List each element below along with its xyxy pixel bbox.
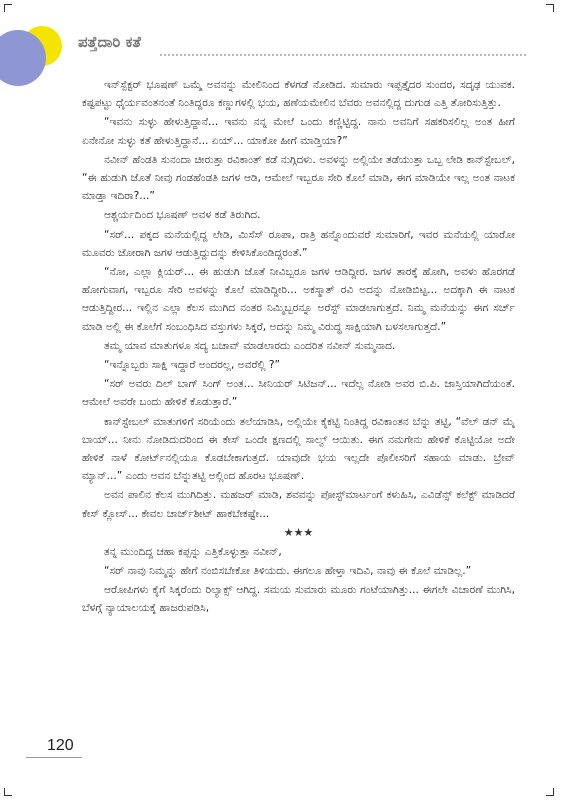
crop-mark-top-left xyxy=(4,4,5,12)
paragraph: ಅವನ ಪಾಲಿನ ಕೆಲಸ ಮುಗಿದಿತ್ತು. ಮಹಜರ್ ಮಾಡಿ, ಶವವನ್ನು ಪೋಸ್ಟ್‌ಮಾರ್ಟಂಗೆ ಕಳುಹಿಸಿ, ಎವಿಡೆನ್ಸ್ ಕಲೆಕ್ಟ್ ಮಾಡಿದರೆ ಕೇಸ್ ಕ್ಲೋಸ್... ಕೇವಲ ಚಾರ್ಜ್‌ಶೀಟ್ ಹಾಕಬೇಕಷ್ಟೇ... xyxy=(82,489,515,520)
section-separator: ★★★ xyxy=(283,525,314,539)
paragraph: ತನ್ನ ಮುಂದಿದ್ದ ಚಹಾ ಕಪ್ಪನ್ನು ಎತ್ತಿಕೊಳ್ಳುತ್ತಾ ನವೀನ್, xyxy=(104,545,282,558)
footer-rule xyxy=(26,757,82,758)
paragraph: ಆರೋಪಿಗಳು ಕೈಗೆ ಸಿಕ್ಕರೆಂದು ರಿಲ್ಯಾಕ್ಸ್ ಆಗಿದ್ದ. ಸಮಯ ಸುಮಾರು ಮೂರು ಗಂಟೆಯಾಗಿತ್ತು... ಈಗಲೇ ವಿಚಾರಣೆ ಮುಗಿಸಿ, ಬೆಳಗ್ಗೆ ನ್ಯಾಯಾಲಯಕ್ಕೆ ಹಾಜರುಪಡಿಸಿ, xyxy=(82,584,515,615)
paragraph: “ಇನ್ನೊಬ್ಬರು ಸಾಕ್ಷಿ ಇದ್ದಾರೆ ಅಂದರಲ್ಲ, ಅವರೆಲ್ಲಿ ?” xyxy=(104,359,281,372)
crop-mark-bottom-left-h xyxy=(4,795,12,796)
header-dotted-rule xyxy=(160,54,526,56)
paragraph: “ಸರ್ ಅವರು ದಿಲ್ ಬಾಗ್ ಸಿಂಗ್ ಅಂತ... ಸೀನಿಯರ್ ಸಿಟಿಜನ್... ಇದೆಲ್ಲ ನೋಡಿ ಅವರ ಬಿ.ಪಿ. ಜಾಸ್ತಿಯಾಗಿದೆಯಂತೆ. ಆಮೇಲೆ ಅವರೇ ಬಂದು ಹೇಳಿಕೆ ಕೊಡುತ್ತಾರೆ.” xyxy=(82,378,515,409)
paragraph: “ಇವನು ಸುಳ್ಳು ಹೇಳುತ್ತಿದ್ದಾನೆ... ಇವನು ನನ್ನ ಮೇಲೆ ಒಂದು ಕಣ್ಣಿಟ್ಟಿದ್ದ. ನಾನು ಅವನಿಗೆ ಸಹಕರಿಸಲಿಲ್ಲ ಅಂತ ಹೀಗೆ ಏನೇನೋ ಸುಳ್ಳು ಕತೆ ಹೇಳುತ್ತಿದ್ದಾನೆ... ಏಯ್... ಯಾಕೋ ಹೀಗೆ ಮಾಡ್ತಿಯಾ?” xyxy=(82,116,515,147)
paragraph: ತಮ್ಮ ಯಾವ ಮಾತುಗಳೂ ಸದ್ಯ ಬಚಾವ್ ಮಾಡಲಾರದು ಎಂದರಿತ ನವೀನ್ ಸುಮ್ಮನಾದ. xyxy=(104,339,396,352)
paragraph: ನವೀನ್ ಹೆಂಡತಿ ಸುನಂದಾ ಚೀರುತ್ತಾ ರವಿಕಾಂತ್ ಕಡೆ ನುಗ್ಗಿದಳು. ಅವಳನ್ನು ಅಲ್ಲಿಯೇ ತಡೆಯುತ್ತಾ ಒಬ್ಬ ಲೇಡಿ ಕಾನ್‌ಸ್ಟೇಬಲ್, “ಈ ಹುಡುಗಿ ಜೊತೆ ನೀವು ಗಂಡಹೆಂಡತಿ ಜಗಳ ಆಡಿ, ಆಮೇಲೆ ಇಬ್ಬರೂ ಸೇರಿ ಕೊಲೆ ಮಾಡಿ, ಈಗ ಮಾಡಿಯೇ ಇಲ್ಲ ಅಂತ ನಾಟಕ ಮಾಡ್ತಾ ಇದಿರಾ?...” xyxy=(82,153,515,203)
paragraph: “ನೋ, ಎಲ್ಲಾ ಕ್ಲಿಯರ್... ಈ ಹುಡುಗಿ ಜೊತೆ ನೀವಿಬ್ಬರೂ ಜಗಳ ಆಡಿದ್ದೀರ. ಜಗಳ ತಾರಕ್ಕೆ ಹೋಗಿ, ಅವಳು ಹೊರಗಡೆ ಹೋಗುವಾಗ, ಇಬ್ಬರೂ ಸೇರಿ ಅವಳನ್ನು ಕೊಲೆ ಮಾಡಿದ್ದೀರಿ... ಅಕಸ್ಮಾತ್ ರವಿ ಅದನ್ನು ನೋಡಿಬಿಟ್ಟ... ಅದಕ್ಕಾಗಿ ಈ ನಾಟಕ ಆಡುತ್ತಿದ್ದೀರ... ಇಲ್ಲಿನ ಎಲ್ಲಾ ಕೆಲಸ ಮುಗಿದ ನಂತರ ನಿಮ್ಮಿಬ್ಬರನ್ನೂ ಅರೆಸ್ಟ್ ಮಾಡಲಾಗುತ್ತದೆ. ನಿಮ್ಮ ಮನೆಯನ್ನು ಈಗ ಸರ್ಚ್ ಮಾಡಿ ಅಲ್ಲಿ ಈ ಕೊಲೆಗೆ ಸಂಬಂಧಿಸಿದ ವಸ್ತುಗಳು ಸಿಕ್ಕರೆ, ಅದನ್ನು ನಿಮ್ಮ ವಿರುದ್ಧ ಸಾಕ್ಷಿಯಾಗಿ ಬಳಸಲಾಗುತ್ತದೆ.” xyxy=(82,266,515,333)
section-title: ಪತ್ತೆದಾರಿ ಕತೆ xyxy=(78,33,141,51)
page-number: 120 xyxy=(47,737,74,754)
paragraph: “ಸರ್... ಪಕ್ಕದ ಮನೆಯಲ್ಲಿದ್ದ ಲೇಡಿ, ಮಿಸೆಸ್ ರೂಪಾ, ರಾತ್ರಿ ಹನ್ನೊಂದುವರೆ ಸುಮಾರಿಗೆ, ಇವರ ಮನೆಯಲ್ಲಿ ಯಾರೋ ಮೂವರು ಜೋರಾಗಿ ಜಗಳ ಆಡುತ್ತಿದ್ದುದನ್ನು ಕೇಳಿಸಿಕೊಂಡಿದ್ದರಂತೆ.” xyxy=(82,228,515,259)
paragraph: “ಸರ್ ನಾವು ನಿಮ್ಮನ್ನು ಹೇಗೆ ನಂಬಿಸಬೇಕೋ ತಿಳಿಯದು. ಈಗಲೂ ಹೇಳ್ತಾ ಇದಿವಿ, ನಾವು ಈ ಕೊಲೆ ಮಾಡಿಲ್ಲ.” xyxy=(104,565,472,578)
crop-mark-top-left-h xyxy=(4,4,12,5)
paragraph: ಇನ್‌ಸ್ಪೆಕ್ಟರ್ ಭೂಷಣ್ ಒಮ್ಮೆ ಅವನನ್ನು ಮೇಲಿನಿಂದ ಕೆಳಗಡೆ ನೋಡಿದ. ಸುಮಾರು ಇಪ್ಪತ್ತೈದರ ಸುಂದರ, ಸದೃಢ ಯುವಕ. ಕಷ್ಟಪಟ್ಟು ಧೈರ್ಯವಂತನಂತೆ ನಿಂತಿದ್ದರೂ ಕಣ್ಣುಗಳಲ್ಲಿ ಭಯ, ಹಣೆಯಮೇಲಿನ ಬೆವರು ಅವನಲ್ಲಿದ್ದ ದುಗುಡ ಎತ್ತಿ ತೋರಿಸುತ್ತಿತ್ತು. xyxy=(82,79,515,110)
paragraph: ಆಶ್ಚರ್ಯದಿಂದ ಭೂಷಣ್ ಅವಳ ಕಡೆ ತಿರುಗಿದ. xyxy=(104,209,261,222)
crop-mark-top-right xyxy=(553,4,554,12)
crop-mark-top-right-h xyxy=(546,4,554,5)
crop-mark-bottom-right-h xyxy=(546,795,554,796)
paragraph: ಕಾನ್‌ಸ್ಟೇಬಲ್ ಮಾತುಗಳಿಗೆ ಸರಿಯೆಂದು ತಲೆಯಾಡಿಸಿ, ಅಲ್ಲಿಯೇ ಕೈಕಟ್ಟಿ ನಿಂತಿದ್ದ ರವಿಕಾಂತನ ಬೆನ್ನು ತಟ್ಟಿ, “ವೆಲ್ ಡನ್ ಮೈ ಬಾಯ್... ನೀನು ನೋಡಿದುದರಿಂದ ಈ ಕೇಸ್ ಒಂದೇ ಕ್ಷಣದಲ್ಲಿ ಸಾಲ್ವ್ ಆಯಿತು. ಈಗ ನಮಗೇನು ಹೇಳಿಕೆ ಕೊಟ್ಟಿಯೋ ಅದೇ ಹೇಳಿಕೆ ನಾಳೆ ಕೋರ್ಟ್‌ನಲ್ಲಿಯೂ ಕೊಡಬೇಕಾಗುತ್ತದೆ. ಯಾವುದೇ ಭಯ ಇಲ್ಲದೇ ಪೊಲೀಸರಿಗೆ ಸಹಾಯ ಮಾಡು. ಬ್ರೇವ್ ಮ್ಯಾನ್...” ಎಂದು ಅವನ ಬೆನ್ನುತಟ್ಟಿ ಅಲ್ಲಿಂದ ಹೊರಟ ಭೂಷಣ್. xyxy=(82,415,515,483)
story-body xyxy=(82,76,515,619)
